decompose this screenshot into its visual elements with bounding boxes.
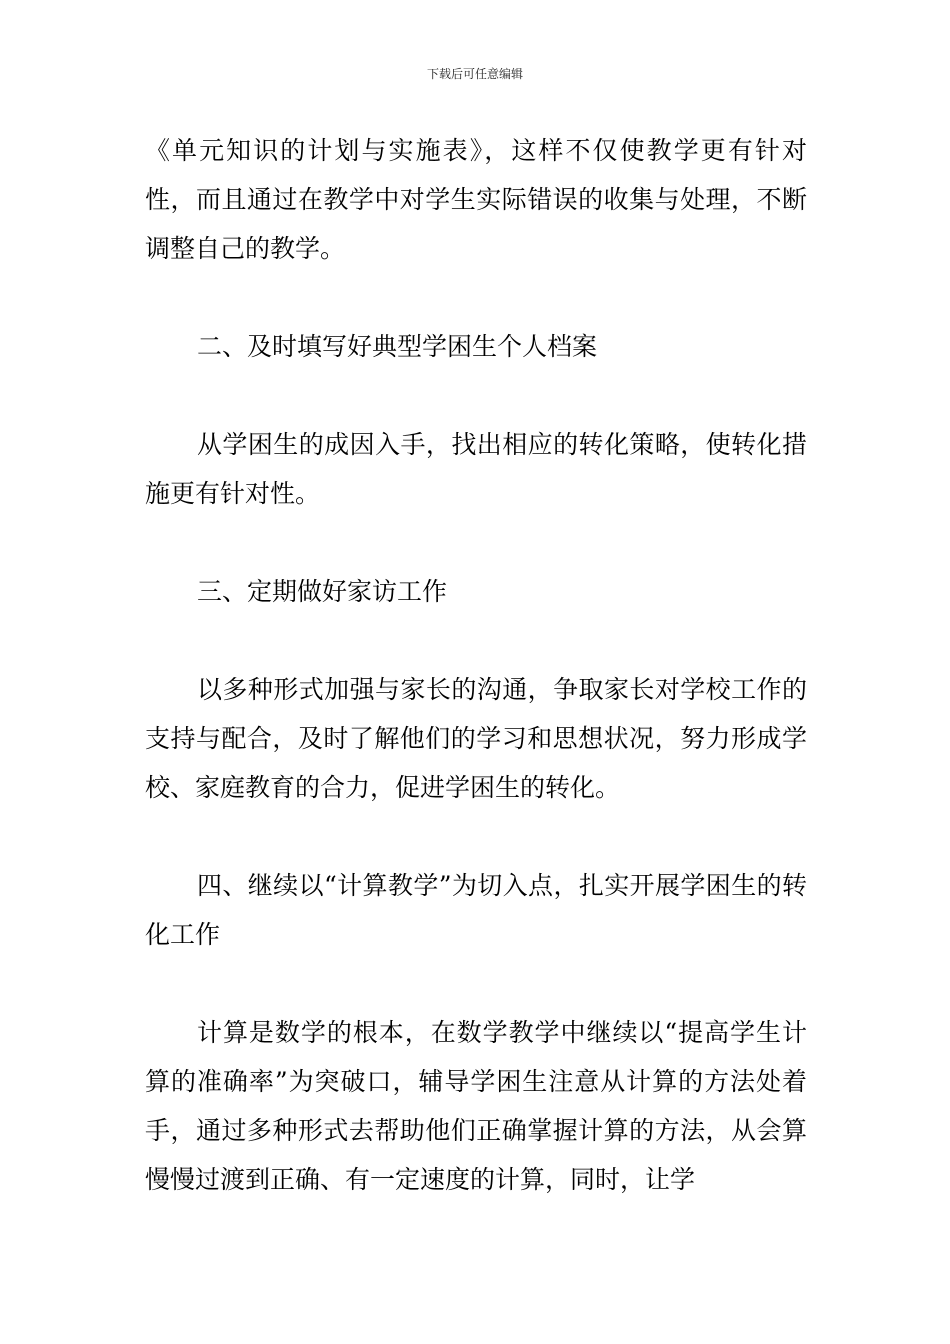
paragraph-gap — [145, 812, 807, 861]
paragraph-gap — [145, 616, 807, 665]
section-heading-3: 三、定期做好家访工作 — [197, 577, 448, 606]
paragraph-section-4: 计算是数学的根本，在数学教学中继续以“提高学生计算的准确率”为突破口，辅导学困生注意从计算的方法处着手，通过多种形式去帮助他们正确掌握计算的方法，从会算慢慢过渡到正确、有一定速度的计算，同时，让学 — [145, 1018, 807, 1194]
section-heading-2: 二、及时填写好典型学困生个人档案 — [197, 332, 598, 361]
document-body — [145, 126, 807, 1204]
paragraph-continuation: 《单元知识的计划与实施表》，这样不仅使教学更有针对性，而且通过在教学中对学生实际错误的收集与处理，不断调整自己的教学。 — [145, 136, 807, 263]
section-heading-4: 四、继续以“计算教学”为切入点，扎实开展学困生的转化工作 — [145, 871, 807, 949]
paragraph-gap — [145, 959, 807, 1008]
paragraph-gap — [145, 371, 807, 420]
paragraph-section-3: 以多种形式加强与家长的沟通，争取家长对学校工作的支持与配合，及时了解他们的学习和思想状况，努力形成学校、家庭教育的合力，促进学困生的转化。 — [145, 675, 807, 802]
paragraph-section-2: 从学困生的成因入手，找出相应的转化策略，使转化措施更有针对性。 — [145, 430, 807, 508]
page-header: 下载后可任意编辑 — [426, 67, 523, 81]
paragraph-gap — [145, 518, 807, 567]
paragraph-gap — [145, 273, 807, 322]
